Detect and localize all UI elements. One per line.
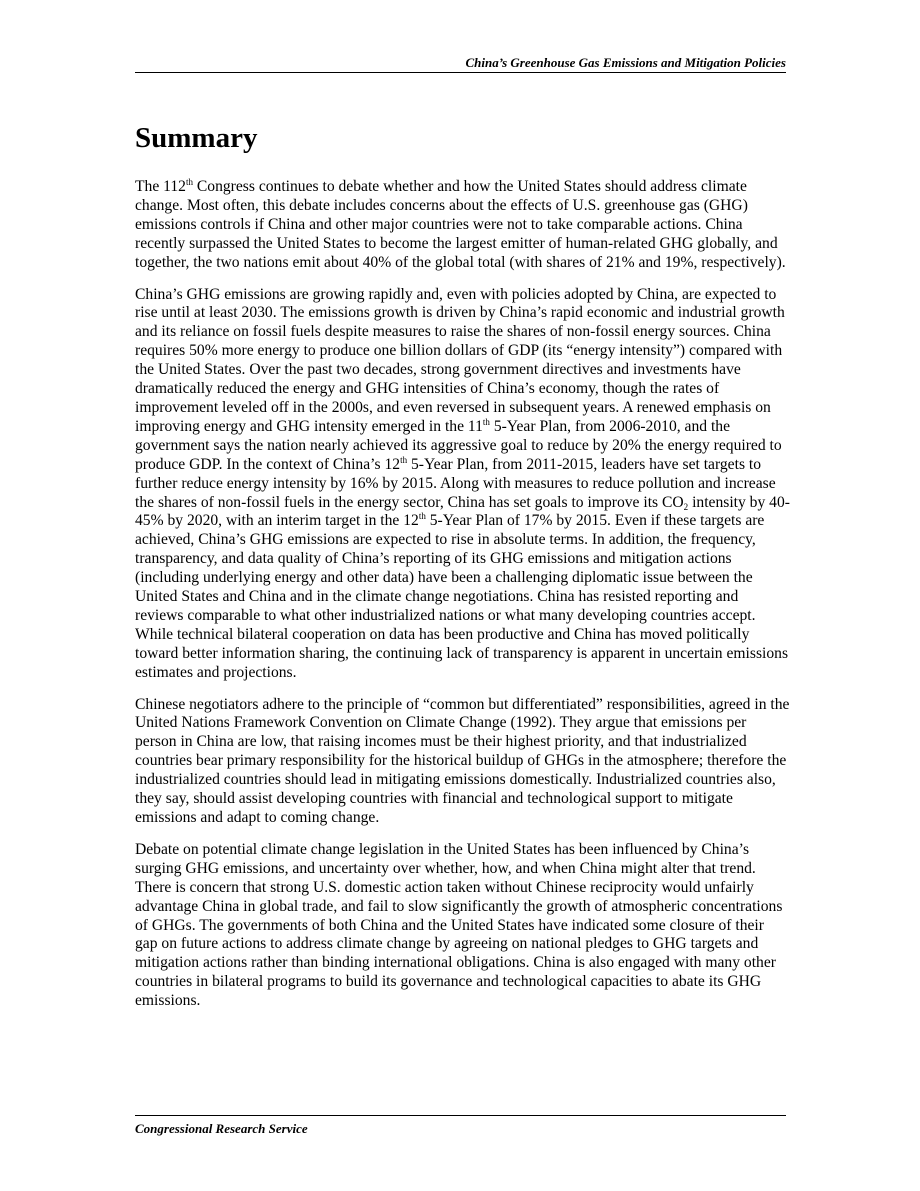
paragraph-1 (135, 178, 790, 273)
p2-text-e: 5-Year Plan of 17% by 2015. Even if these targets are achieved, China’s GHG emissions are expected to rise in absolute terms. In addition, the frequency, transparency, and data quality of China’s reporting of its GHG emissions and mitigation actions (including underlying energy and other data) have been a challenging diplomatic issue between the United States and China and in the climate change negotiations. China has resisted reporting and reviews comparable to what other industrialized nations or what many developing countries accept. While technical bilateral cooperation on data has been productive and China has moved politically toward better information sharing, the continuing lack of transparency is apparent in uncertain emissions estimates and projections. (135, 512, 789, 681)
co2-subscript: 2 (683, 501, 689, 512)
p1-text-b: Congress continues to debate whether and how the United States should address climate change. Most often, this debate includes concerns about the effects of U.S. greenhouse gas (GHG) emissions controls if China and other major countries were not to take comparable actions. China recently surpassed the United States to become the largest emitter of human-related GHG globally, and together, the two nations emit about 40% of the global total (with shares of 21% and 19%, respectively). (135, 178, 786, 271)
p2-text-b: 5-Year Plan, from 2006-2010, and the government says the nation nearly achieved its aggressive goal to reduce by 20% the energy required to produce GDP. In the context of China’s 12 (135, 417, 782, 473)
ordinal-superscript: th (418, 511, 426, 522)
p2-text-a: China’s GHG emissions are growing rapidly and, even with policies adopted by China, are expected to rise until at least 2030. The emissions growth is driven by China’s rapid economic and industrial growth and its reliance on fossil fuels despite measures to raise the shares of non-fossil energy sources. China requires 50% more energy to produce one billion dollars of GDP (its “energy intensity”) compared with the United States. Over the past two decades, strong government directives and investments have dramatically reduced the energy and GHG intensities of China’s economy, though the rates of improvement leveled off in the 2000s, and even reversed in subsequent years. A renewed emphasis on improving energy and GHG intensity emerged in the 11 (135, 285, 785, 435)
p2-text-d: intensity by 40-45% by 2020, with an interim target in the 12 (135, 493, 790, 530)
footer-publisher: Congressional Research Service (135, 1121, 308, 1136)
paragraph-4: Debate on potential climate change legislation in the United States has been influenced by China’s surging GHG emissions, and uncertainty over whether, how, and when China might alter that trend. There is concern that strong U.S. domestic action taken without Chinese reciprocity would unfairly advantage China in global trade, and fail to slow significantly the growth of atmospheric concentrations of GHGs. The governments of both China and the United States have indicated some closure of their gap on future actions to address climate change by agreeing on national pledges to GHG targets and mitigation actions rather than binding international obligations. China is also engaged with many other countries in bilateral programs to build its governance and technological capacities to abate its GHG emissions. (135, 840, 783, 1010)
running-header: China’s Greenhouse Gas Emissions and Mitigation Policies (465, 55, 786, 70)
header-rule (135, 72, 786, 73)
p2-text-c: 5-Year Plan, from 2011-2015, leaders have set targets to further reduce energy intensity by 16% by 2015. Along with measures to reduce pollution and increase the shares of non-fossil fuels in the energy sector, China has set goals to improve its CO (135, 455, 776, 511)
ordinal-superscript: th (400, 454, 408, 465)
ordinal-superscript: th (185, 177, 193, 187)
paragraph-3: Chinese negotiators adhere to the principle of “common but differentiated” responsibilities, agreed in the United Nations Framework Convention on Climate Change (1992). They argue that emissions per person in China are low, that raising incomes must be their highest priority, and that industrialized countries bear primary responsibility for the historical buildup of GHGs in the atmosphere; therefore the industrialized countries should lead in mitigating emissions domestically. Industrialized countries also, they say, should assist developing countries with financial and technological support to mitigate emissions and adapt to coming change. (135, 695, 790, 826)
p1-text-a: The 112 (135, 178, 186, 195)
summary-body (135, 178, 790, 1024)
footer-rule (135, 1115, 786, 1116)
paragraph-2 (135, 286, 790, 683)
page-title: Summary (135, 122, 258, 154)
ordinal-superscript: th (482, 416, 490, 427)
